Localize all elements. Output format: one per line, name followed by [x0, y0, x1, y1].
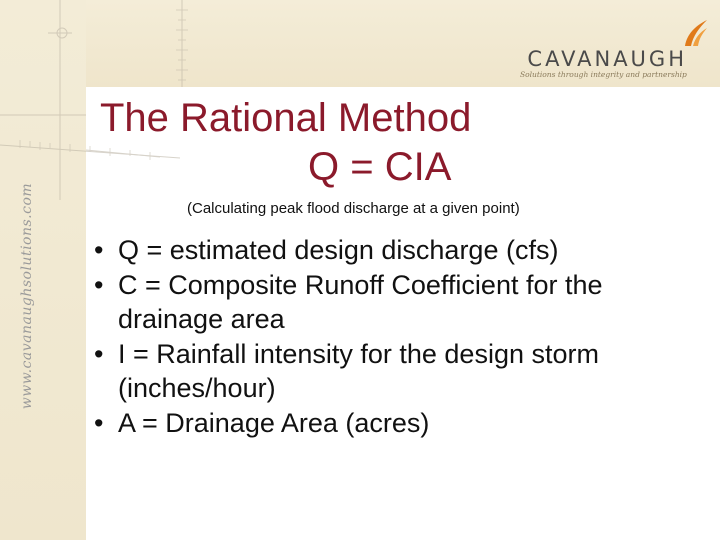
company-tagline: Solutions through integrity and partnership [520, 70, 687, 79]
bullet-list [94, 233, 694, 440]
slide-formula: Q = CIA [308, 145, 452, 189]
bullet-item [94, 406, 694, 441]
bullet-dot: • [94, 407, 104, 438]
bullet-text: C = Composite Runoff Coefficient for the drainage area [118, 269, 603, 334]
bullet-item [94, 233, 694, 268]
bullet-item [94, 337, 694, 406]
company-name: CAVANAUGH [527, 47, 687, 71]
bullet-text: Q = estimated design discharge (cfs) [118, 235, 559, 265]
bullet-text: A = Drainage Area (acres) [118, 407, 430, 438]
flame-swoosh-icon [681, 18, 709, 48]
bullet-dot: • [94, 235, 104, 265]
website-url-vertical: www.cavanaughsolutions.com [19, 182, 35, 410]
bullet-text: I = Rainfall intensity for the design storm (inches/hour) [118, 338, 599, 403]
bullet-item [94, 268, 694, 337]
slide-subtitle: (Calculating peak flood discharge at a given point) [187, 200, 520, 217]
bullet-dot: • [94, 338, 104, 369]
slide-title: The Rational Method [100, 96, 472, 140]
bullet-dot: • [94, 269, 104, 300]
cavanaugh-logo [515, 18, 705, 82]
